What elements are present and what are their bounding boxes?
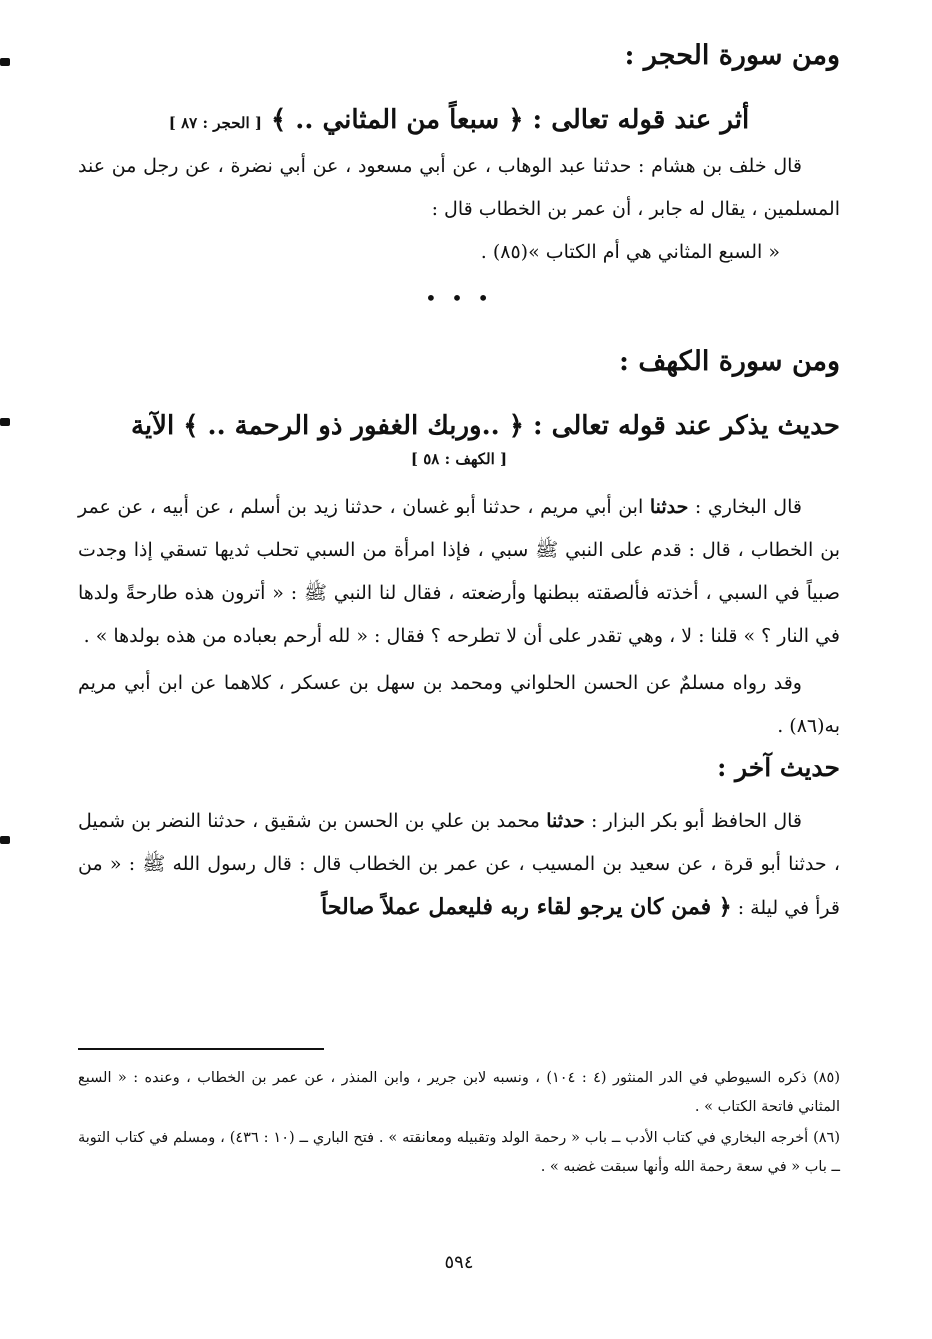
hijr-heading-text: أثر عند قوله تعالى : ﴿ سبعاً من المثاني .. ﴾ (271, 105, 750, 135)
left-margin-mark (0, 836, 10, 844)
hijr-quote-paragraph: « السبع المثاني هي أم الكتاب »(٨٥) . (480, 241, 780, 263)
surah-hijr-title: ومن سورة الحجر : (624, 40, 840, 71)
hadith-intro: قال البخاري : (688, 496, 802, 518)
hijr-verse-heading (78, 100, 840, 143)
hijr-verse-reference: [ الحجر : ٨٧ ] (168, 114, 262, 132)
surah-kahf-title: ومن سورة الكهف : (618, 346, 840, 377)
left-margin-mark (0, 418, 10, 426)
another-hadith-title: حديث آخر : (717, 753, 840, 782)
page-number: ٥٩٤ (444, 1252, 474, 1273)
bazzar-intro: قال الحافظ أبو بكر البزار : (584, 810, 802, 832)
footnotes (78, 1064, 840, 1182)
footnote-85: (٨٥) ذكره السيوطي في الدر المنثور (٤ : ١٠٤) ، ونسبه لابن جرير ، وابن المنذر ، عن عمر بن الخطاب ، وعنده : « السبع المثاني فاتحة الكتاب » . (78, 1070, 841, 1115)
kahf-verse-heading: حديث يذكر عند قوله تعالى : ﴿ ..وربك الغفور ذو الرحمة .. ﴾ الآية (130, 411, 840, 441)
hijr-narration-paragraph: قال خلف بن هشام : حدثنا عبد الوهاب ، عن أبي مسعود ، عن أبي نضرة ، عن رجل من عند المسلمين ، يقال له جابر ، أن عمر بن الخطاب قال : (78, 155, 840, 220)
left-margin-mark (0, 58, 10, 66)
hadith-haddathana: حدثنا (649, 496, 689, 518)
bazzar-verse-quote: ﴿ فمن كان يرجو لقاء ربه فليعمل عملاً صالحاً (321, 894, 732, 920)
footnote-separator-rule (78, 1048, 324, 1050)
book-page (78, 30, 840, 1310)
bazzar-body: محمد بن علي بن الحسن بن شقيق ، حدثنا النضر بن شميل ، حدثنا أبو قرة ، عن سعيد بن المسيب ، عن عمر بن الخطاب قال : قال رسول الله ﷺ : « من قرأ في ليلة : (78, 810, 840, 919)
bukhari-hadith-paragraph (78, 486, 840, 658)
kahf-verse-reference: [ الكهف : ٥٨ ] (410, 450, 508, 468)
footnote-86: (٨٦) أخرجه البخاري في كتاب الأدب ــ باب « رحمة الولد وتقبيله ومعانقته » . فتح الباري ــ (١٠ : ٤٣٦) ، ومسلم في كتاب التوبة ــ باب « في سعة رحمة الله وأنها سبقت غضبه » . (78, 1130, 840, 1175)
hadith-body: ابن أبي مريم ، حدثنا أبو غسان ، حدثنا زيد بن أسلم ، عن أبيه ، عن عمر بن الخطاب ، قال : قدم على النبي ﷺ سبي ، فإذا امرأة من السبي تحلب ثديها تسقي إذا وجدت صبياً في السبي ، أخذته فألصقته ببطنها وأرضعته ، فقال لنا النبي ﷺ : « أترون هذه طارحةً ولدها في النار ؟ » قلنا : لا ، وهي تقدر على أن لا تطرحه ؟ فقال : « لله أرحم بعباده من هذه بولدها » . (78, 496, 840, 647)
bazzar-hadith-paragraph (78, 800, 840, 930)
muslim-narration-paragraph: وقد رواه مسلمٌ عن الحسن الحلواني ومحمد بن سهل بن عسكر ، كلاهما عن ابن أبي مريم به(٨٦) . (78, 672, 840, 737)
bazzar-haddathana: حدثنا (546, 810, 585, 832)
section-separator: • • • (424, 286, 494, 310)
